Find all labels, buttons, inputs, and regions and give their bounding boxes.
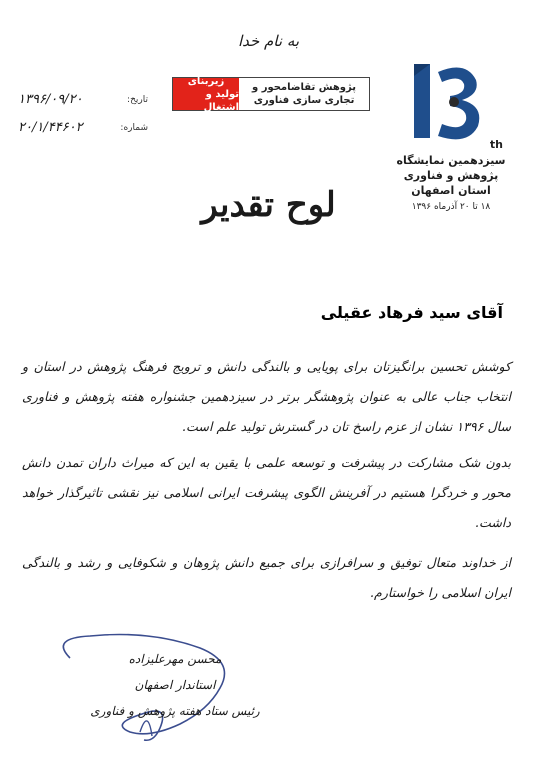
signatory-name: محسن مهرعلیزاده <box>128 652 222 666</box>
signature-block <box>30 628 260 748</box>
number-label: شماره: <box>120 123 148 133</box>
slogan-white-box <box>239 78 369 110</box>
slogan-banner <box>172 77 370 111</box>
slogan-white-line-2: تجاری سازی فناوری <box>253 95 355 106</box>
body-paragraph-1: کوشش تحسین برانگیزتان برای پویایی و بالندگی دانش و ترویج فرهنگ پژوهش در استان و انتخاب جناب عالی به عنوان پژوهشگر برتر در سیزدهمین جشنواره هفته پژوهش و فناوری سال ۱۳۹۶ نشان از عزم راسخ تان در گسترش تولید علم است. <box>22 359 511 434</box>
letter-meta <box>18 86 148 142</box>
date-label: تاریخ: <box>127 95 148 105</box>
logo-digit-one <box>414 64 430 138</box>
body-paragraph-2: بدون شک مشارکت در پیشرفت و توسعه علمی با یقین به این که میراث داران تمدن دانش محور و خردگرا هستیم در آفرینش الگوی پیشرفت ایرانی اسلامی نیز نقشی تاثیرگذار خواهد داشت. <box>22 455 511 530</box>
logo-date: ۱۸ تا ۲۰ آذرماه ۱۳۹۶ <box>411 202 491 212</box>
recipient-name: آقای سید فرهاد عقیلی <box>320 303 503 322</box>
date-row <box>18 86 148 114</box>
certificate-body <box>22 352 511 614</box>
logo-th-suffix: th <box>489 138 503 151</box>
logo-dot <box>449 97 459 107</box>
slogan-red-box <box>173 75 239 113</box>
logo-13th-mark <box>391 58 511 153</box>
bismillah-heading: به نام خدا <box>237 32 300 50</box>
slogan-red-line-1: زیربنای <box>187 75 225 87</box>
slogan-red-line-2: تولید و اشتغال <box>203 88 239 113</box>
logo-line-3: استان اصفهان <box>411 184 491 197</box>
logo-line-1: سیزدهمین نمایشگاه <box>396 154 506 167</box>
number-row <box>18 114 148 142</box>
logo-13-icon <box>406 58 496 150</box>
date-value: ۱۳۹۶/۰۹/۲۰ <box>18 92 83 107</box>
signatory-text <box>90 646 260 724</box>
logo-line-2: پژوهش و فناوری <box>403 169 499 182</box>
signatory-role: استاندار اصفهان <box>134 678 216 692</box>
signatory-role-2: رئیس ستاد هفته پژوهش و فناوری <box>90 704 260 718</box>
slogan-white-line-1: پژوهش تقاضامحور و <box>252 82 356 93</box>
number-value: ۲۰/۱/۴۴۶۰۲ <box>18 120 83 135</box>
certificate-title: لوح تقدیر <box>201 185 336 225</box>
body-paragraph-3: از خداوند متعال توفیق و سرافرازی برای جمیع دانش پژوهان و شکوفایی و رشد و بالندگی ایران اسلامی را خواستارم. <box>22 555 511 600</box>
